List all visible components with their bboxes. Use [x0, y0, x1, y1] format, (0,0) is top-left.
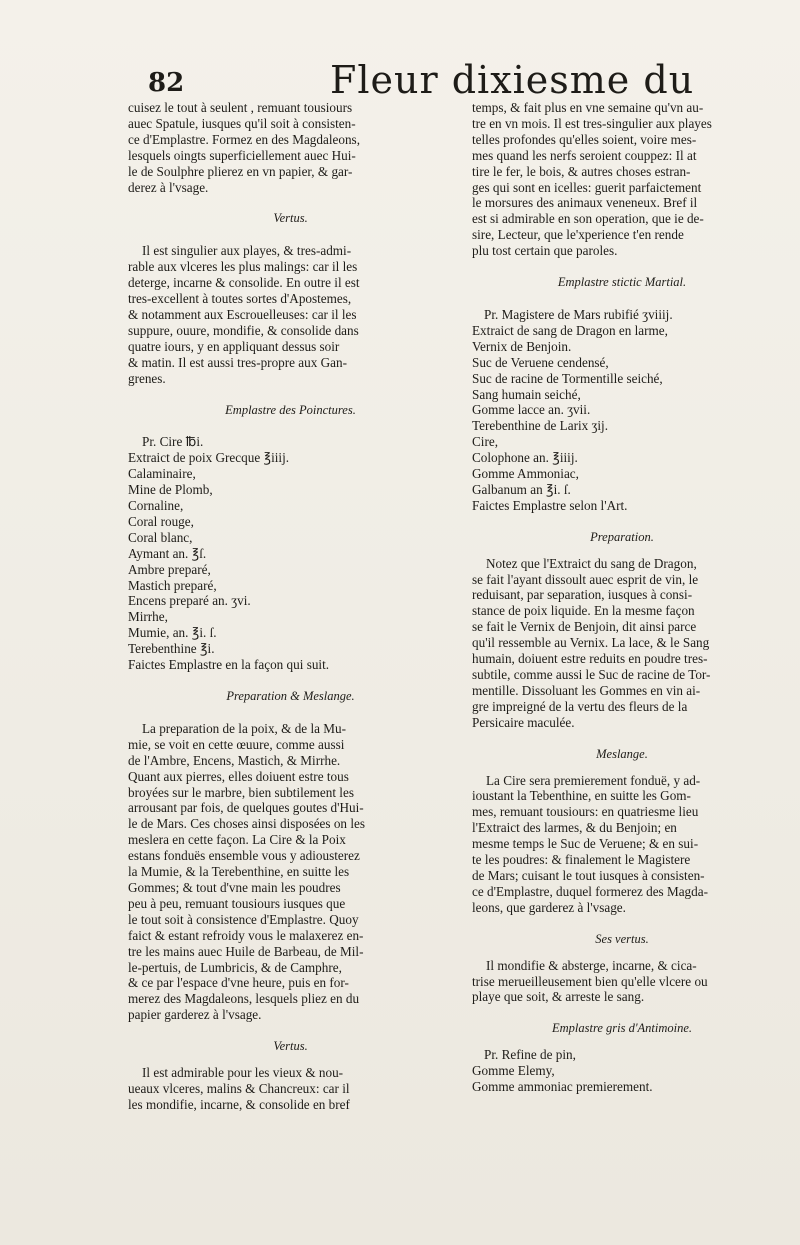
text-line: quatre iours, y en appliquant dessus soir — [128, 338, 340, 354]
list-item: Faictes Emplastre en la façon qui suit. — [128, 657, 330, 673]
text-line: Il est admirable pour les vieux & nou- — [142, 1065, 344, 1081]
list-item: Mumie, an. ℥i. ſ. — [128, 625, 217, 641]
text-line: l'Extraict des larmes, & du Benjoin; en — [472, 820, 677, 836]
section-heading: Vertus. — [273, 1039, 308, 1054]
text-line: le tout soit à consistence d'Emplastre. Quoy — [128, 911, 359, 927]
text-line: le de Mars. Ces choses ainsi disposées on les — [128, 816, 365, 832]
list-item: Extraict de sang de Dragon en larme, — [472, 322, 668, 338]
text-line: Persicaire maculée. — [472, 714, 575, 730]
text-line: est si admirable en son operation, que ie de- — [472, 211, 704, 227]
text-line: deterge, incarne & consolide. En outre il est — [128, 275, 360, 291]
list-item: Vernix de Benjoin. — [472, 338, 572, 354]
text-line: le de Soulphre plierez en vn papier, & gar- — [128, 163, 353, 179]
list-item: Coral blanc, — [128, 529, 193, 545]
text-line: de Mars; cuisant le tout iusques à consisten- — [472, 867, 705, 883]
text-line: subtile, comme aussi le Suc de racine de Tor- — [472, 667, 711, 682]
page-number: 82 — [148, 68, 185, 98]
text-line: La Cire sera premierement fonduë, y ad- — [486, 772, 701, 788]
list-item: Mastich preparé, — [128, 577, 217, 593]
section-heading: Preparation. — [590, 529, 654, 544]
list-item: Suc de racine de Tormentille seiché, — [472, 370, 663, 386]
section-heading: Emplastre stictic Martial. — [557, 275, 687, 290]
section-heading: Meslange. — [596, 746, 648, 761]
text-line: temps, & fait plus en vne semaine qu'vn au- — [472, 100, 704, 115]
text-line: lesquels oingts superficiellement auec Hui- — [128, 147, 356, 163]
text-line: mes quand les nerfs seroient couppez: Il at — [472, 147, 697, 163]
text-line: faict & estant refroidy vous le malaxerez en- — [128, 927, 364, 943]
text-line: estans fonduës ensemble vous y adiousterez — [128, 848, 360, 864]
text-line: gre impreigné de la vertu des fleurs de la — [472, 698, 688, 714]
text-line: tire le fer, le bois, & autres choses estran- — [472, 163, 691, 179]
recipe-list — [472, 1047, 772, 1095]
list-item: Cire, — [472, 434, 499, 450]
text-line: de l'Ambre, Encens, Mastich, & Mirrhe. — [128, 752, 341, 768]
text-line: ges qui sont en icelles: guerit parfaictement — [472, 179, 702, 195]
list-item: Pr. Magistere de Mars rubifié ʒviiij. — [484, 306, 673, 322]
text-line: te les poudres: & finalement le Magistere — [472, 852, 691, 868]
text-line: reduisant, par separation, iusques à consi- — [472, 587, 693, 603]
text-line: humain, doiuent estre reduits en poudre tres- — [472, 651, 708, 667]
text-line: arrousant par fois, de quelques goutes d'Hui- — [128, 800, 364, 816]
section-heading: Vertus. — [273, 211, 308, 226]
text-line: Notez que l'Extraict du sang de Dragon, — [486, 555, 697, 571]
list-item: Coral rouge, — [128, 513, 194, 529]
text-line: Gommes; & tout d'vne main les poudres — [128, 879, 341, 895]
list-item: Gomme Elemy, — [472, 1063, 555, 1079]
text-line: les mondifie, incarne, & consolide en bref — [128, 1096, 350, 1112]
left-column — [128, 100, 453, 1113]
text-line: Quant aux pierres, elles doiuent estre tous — [128, 768, 349, 784]
text-line: ce d'Emplastre. Formez en des Magdaleons, — [128, 131, 360, 147]
text-line: tre en vn mois. Il est tres-singulier aux playes — [472, 115, 712, 131]
list-item: Encens preparé an. ʒvi. — [128, 593, 251, 609]
right-column — [472, 100, 772, 1095]
text-line: & notamment aux Escrouelleuses: car il les — [128, 306, 357, 322]
paragraph — [472, 958, 772, 1006]
section-heading: Preparation & Meslange. — [226, 689, 355, 703]
text-line: La preparation de la poix, & de la Mu- — [142, 720, 346, 736]
text-line: ioustant la Tebenthine, en suitte les Gom- — [472, 788, 691, 804]
list-item: Gomme Ammoniac, — [472, 466, 579, 482]
text-line: stance de poix liquide. En la mesme façon — [472, 603, 695, 619]
text-line: le morsures des animaux veneneux. Bref il — [472, 195, 698, 211]
list-item: Mine de Plomb, — [128, 482, 213, 498]
text-line: rable aux vlceres les plus malings: car il les — [128, 259, 358, 275]
list-item: Ambre preparé, — [128, 561, 211, 577]
text-line: Il mondifie & absterge, incarne, & cica- — [486, 957, 697, 973]
text-line: mes, remuant tousiours: en quatriesme lieu — [472, 804, 699, 820]
text-line: playe que soit, & arreste le sang. — [472, 989, 645, 1005]
list-item: Faictes Emplastre selon l'Art. — [472, 497, 628, 513]
section-heading: Emplastre gris d'Antimoine. — [551, 1021, 693, 1036]
text-line: ce d'Emplastre, duquel formerez des Magda- — [472, 883, 708, 899]
list-item: Extraict de poix Grecque ℥iiij. — [128, 450, 290, 466]
text-line: cuisez le tout à seulent , remuant tousiours — [128, 100, 353, 115]
text-line: auec Spatule, iusques qu'il soit à consisten- — [128, 115, 356, 131]
text-line: & ce par l'espace d'vne heure, puis en for- — [128, 975, 349, 991]
list-item: Mirrhe, — [128, 609, 168, 625]
paragraph — [472, 100, 772, 259]
text-line: grenes. — [128, 370, 166, 386]
section-heading: Ses vertus. — [595, 931, 649, 946]
list-item: Colophone an. ℥iiij. — [472, 450, 578, 466]
list-item: Pr. Refine de pin, — [484, 1047, 576, 1063]
text-line: mie, se voit en cette œuure, comme aussi — [128, 736, 345, 752]
list-item: Pr. Cire ℔i. — [142, 434, 204, 450]
text-line: derez à l'vsage. — [128, 179, 209, 195]
text-line: se fait le Vernix de Benjoin, dit ainsi parce — [472, 619, 697, 635]
text-line: tres-excellent à toutes sortes d'Apostemes, — [128, 291, 352, 307]
running-title: Fleur dixiesme du — [330, 58, 695, 102]
list-item: Aymant an. ℥ſ. — [128, 545, 207, 561]
text-line: qu'il ressemble au Vernix. La lace, & le Sang — [472, 635, 710, 651]
text-line: & matin. Il est aussi tres-propre aux Gan- — [128, 354, 347, 370]
text-line: peu à peu, remuant tousiours iusques que — [128, 895, 346, 911]
recipe-list — [472, 307, 772, 514]
text-line: la Mumie, & la Terebenthine, en suitte les — [128, 864, 350, 880]
list-item: Terebenthine de Larix ʒij. — [472, 418, 609, 434]
text-line: tre les mains auec Huile de Barbeau, de Mil- — [128, 943, 364, 959]
list-item: Suc de Veruene cendensé, — [472, 354, 609, 370]
text-line: ueaux vlceres, malins & Chancreux: car il — [128, 1080, 350, 1096]
text-line: papier garderez à l'vsage. — [128, 1007, 262, 1023]
text-line: mesme temps le Suc de Veruene; & en sui- — [472, 836, 699, 852]
paragraph — [128, 721, 453, 1023]
list-item: Calaminaire, — [128, 466, 196, 482]
list-item: Cornaline, — [128, 498, 184, 514]
paragraph — [128, 243, 453, 386]
text-line: meslera en cette façon. La Cire & la Poix — [128, 832, 346, 848]
list-item: Sang humain seiché, — [472, 386, 581, 402]
text-line: se fait l'ayant dissoult auec esprit de vin, le — [472, 571, 699, 587]
paragraph — [472, 773, 772, 916]
list-item: Terebenthine ℥i. — [128, 641, 215, 657]
text-line: mentille. Dissoluant les Gommes en vin ai- — [472, 682, 701, 698]
list-item: Gomme ammoniac premierement. — [472, 1079, 653, 1095]
text-line: suppure, ouure, mondifie, & consolide dans — [128, 322, 359, 338]
recipe-list — [128, 434, 453, 673]
list-item: Gomme lacce an. ʒvii. — [472, 402, 591, 418]
text-line: merez des Magdaleons, lesquels pliez en du — [128, 991, 360, 1007]
text-line: telles profondes qu'elles soient, voire mes- — [472, 131, 697, 147]
section-heading: Emplastre des Poinctures. — [225, 402, 356, 417]
text-line: le-pertuis, de Lumbricis, & de Camphre, — [128, 959, 342, 975]
text-line: broyées sur le marbre, bien subtilement les — [128, 784, 354, 800]
paragraph — [472, 556, 772, 731]
text-line: trise merueilleusement bien qu'elle vlcere ou — [472, 973, 708, 989]
text-line: sire, Lecteur, que le'xperience t'en rende — [472, 227, 684, 243]
list-item: Galbanum an ℥i. ſ. — [472, 481, 571, 497]
paragraph — [128, 1065, 453, 1113]
text-line: plu tost certain que paroles. — [472, 243, 618, 259]
paragraph — [128, 100, 453, 195]
text-line: leons, que garderez à l'vsage. — [472, 899, 626, 915]
text-line: Il est singulier aux playes, & tres-admi- — [142, 243, 352, 259]
